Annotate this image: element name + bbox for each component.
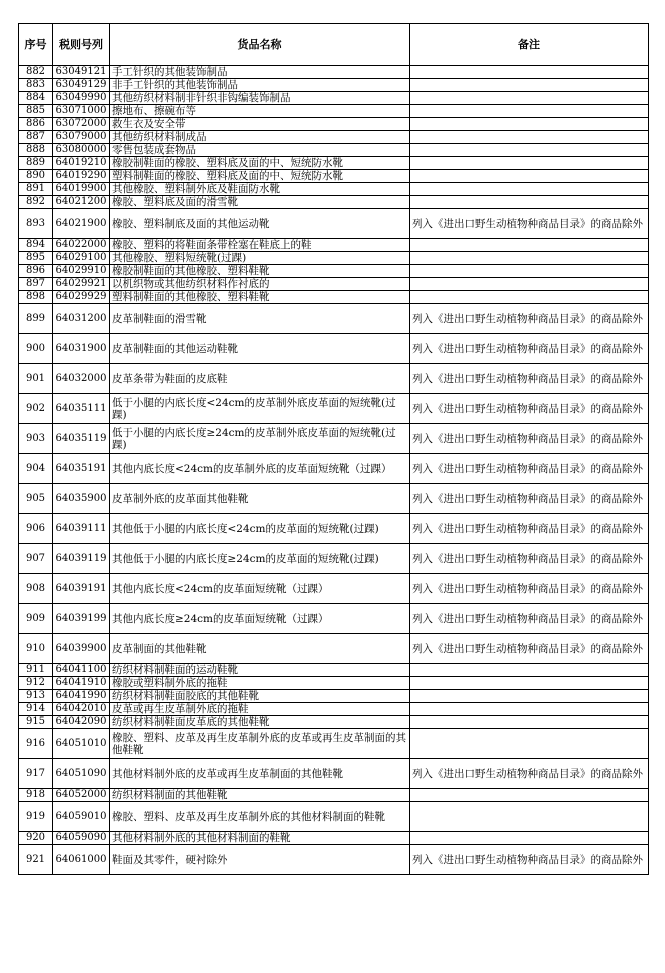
cell-goods-name: 纺织材料制鞋面的运动鞋靴	[110, 664, 410, 677]
cell-tariff-code: 64031900	[53, 334, 110, 364]
cell-serial-number: 909	[19, 604, 53, 634]
cell-tariff-code: 64031200	[53, 304, 110, 334]
table-row	[19, 304, 649, 334]
header-remarks: 备注	[410, 24, 649, 66]
cell-remarks	[410, 79, 649, 92]
cell-remarks	[410, 170, 649, 183]
cell-goods-name: 塑料制鞋面的橡胶、塑料底及面的中、短统防水靴	[110, 170, 410, 183]
table-row	[19, 729, 649, 759]
cell-goods-name: 非手工针织的其他装饰制品	[110, 79, 410, 92]
cell-remarks: 列入《进出口野生动植物种商品目录》的商品除外	[410, 604, 649, 634]
cell-serial-number: 886	[19, 118, 53, 131]
table-row	[19, 278, 649, 291]
cell-goods-name: 鞋面及其零件，硬衬除外	[110, 845, 410, 875]
cell-tariff-code: 64035900	[53, 484, 110, 514]
cell-serial-number: 892	[19, 196, 53, 209]
cell-remarks	[410, 196, 649, 209]
cell-goods-name: 其他内底长度≥24cm的皮革面短统靴（过踝）	[110, 604, 410, 634]
cell-goods-name: 其他材料制外底的皮革或再生皮革制面的其他鞋靴	[110, 759, 410, 789]
cell-serial-number: 893	[19, 209, 53, 239]
cell-goods-name: 擦地布、擦碗布等	[110, 105, 410, 118]
table-row	[19, 677, 649, 690]
cell-serial-number: 919	[19, 802, 53, 832]
cell-goods-name: 塑料制鞋面的其他橡胶、塑料鞋靴	[110, 291, 410, 304]
header-serial-number: 序号	[19, 24, 53, 66]
cell-remarks	[410, 789, 649, 802]
cell-goods-name: 其他橡胶、塑料短统靴(过踝)	[110, 252, 410, 265]
cell-tariff-code: 64029929	[53, 291, 110, 304]
cell-tariff-code: 64035119	[53, 424, 110, 454]
cell-tariff-code: 64059010	[53, 802, 110, 832]
table-row	[19, 845, 649, 875]
table-row	[19, 196, 649, 209]
goods-table	[18, 23, 649, 875]
cell-goods-name: 橡胶制鞋面的橡胶、塑料底及面的中、短统防水靴	[110, 157, 410, 170]
table-row	[19, 118, 649, 131]
goods-table-sheet	[18, 23, 648, 875]
table-row	[19, 716, 649, 729]
cell-remarks	[410, 157, 649, 170]
cell-serial-number: 920	[19, 832, 53, 845]
cell-tariff-code: 64051010	[53, 729, 110, 759]
cell-tariff-code: 64061000	[53, 845, 110, 875]
cell-remarks: 列入《进出口野生动植物种商品目录》的商品除外	[410, 424, 649, 454]
cell-remarks	[410, 703, 649, 716]
cell-serial-number: 887	[19, 131, 53, 144]
cell-serial-number: 888	[19, 144, 53, 157]
cell-serial-number: 890	[19, 170, 53, 183]
cell-serial-number: 910	[19, 634, 53, 664]
cell-goods-name: 其他纺织材料制成品	[110, 131, 410, 144]
table-row	[19, 209, 649, 239]
cell-remarks	[410, 118, 649, 131]
cell-goods-name: 其他低于小腿的内底长度<24cm的皮革面的短统靴(过踝)	[110, 514, 410, 544]
cell-remarks: 列入《进出口野生动植物种商品目录》的商品除外	[410, 394, 649, 424]
header-goods-name: 货品名称	[110, 24, 410, 66]
table-header-row	[19, 24, 649, 66]
cell-serial-number: 894	[19, 239, 53, 252]
cell-remarks	[410, 144, 649, 157]
cell-tariff-code: 63080000	[53, 144, 110, 157]
cell-goods-name: 其他纺织材料制非针织非钩编装饰制品	[110, 92, 410, 105]
cell-serial-number: 895	[19, 252, 53, 265]
cell-tariff-code: 63049121	[53, 66, 110, 79]
cell-serial-number: 921	[19, 845, 53, 875]
cell-goods-name: 以机织物或其他纺织材料作衬底的	[110, 278, 410, 291]
cell-goods-name: 橡胶制鞋面的其他橡胶、塑料鞋靴	[110, 265, 410, 278]
cell-tariff-code: 64022000	[53, 239, 110, 252]
cell-goods-name: 其他低于小腿的内底长度≥24cm的皮革面的短统靴(过踝)	[110, 544, 410, 574]
cell-tariff-code: 64019210	[53, 157, 110, 170]
cell-goods-name: 其他材料制外底的其他材料制面的鞋靴	[110, 832, 410, 845]
cell-serial-number: 901	[19, 364, 53, 394]
cell-remarks	[410, 252, 649, 265]
cell-tariff-code: 64019900	[53, 183, 110, 196]
cell-remarks	[410, 131, 649, 144]
table-body	[19, 66, 649, 875]
cell-remarks: 列入《进出口野生动植物种商品目录》的商品除外	[410, 514, 649, 544]
cell-goods-name: 橡胶、塑料底及面的滑雪靴	[110, 196, 410, 209]
cell-tariff-code: 64021200	[53, 196, 110, 209]
cell-tariff-code: 64021900	[53, 209, 110, 239]
table-row	[19, 334, 649, 364]
cell-serial-number: 903	[19, 424, 53, 454]
table-row	[19, 454, 649, 484]
cell-tariff-code: 64039199	[53, 604, 110, 634]
table-row	[19, 664, 649, 677]
table-row	[19, 604, 649, 634]
cell-tariff-code: 64032000	[53, 364, 110, 394]
table-row	[19, 574, 649, 604]
cell-tariff-code: 64039900	[53, 634, 110, 664]
cell-goods-name: 皮革制鞋面的其他运动鞋靴	[110, 334, 410, 364]
cell-tariff-code: 64051090	[53, 759, 110, 789]
cell-tariff-code: 64039119	[53, 544, 110, 574]
table-row	[19, 394, 649, 424]
table-row	[19, 690, 649, 703]
header-tariff-code: 税则号列	[53, 24, 110, 66]
cell-remarks: 列入《进出口野生动植物种商品目录》的商品除外	[410, 334, 649, 364]
cell-serial-number: 899	[19, 304, 53, 334]
cell-serial-number: 907	[19, 544, 53, 574]
cell-remarks	[410, 716, 649, 729]
cell-remarks	[410, 729, 649, 759]
cell-remarks: 列入《进出口野生动植物种商品目录》的商品除外	[410, 304, 649, 334]
table-row	[19, 291, 649, 304]
cell-tariff-code: 64029910	[53, 265, 110, 278]
cell-remarks	[410, 802, 649, 832]
cell-tariff-code: 63079000	[53, 131, 110, 144]
cell-goods-name: 其他橡胶、塑料制外底及鞋面防水靴	[110, 183, 410, 196]
cell-tariff-code: 63049129	[53, 79, 110, 92]
cell-serial-number: 906	[19, 514, 53, 544]
table-row	[19, 424, 649, 454]
cell-serial-number: 916	[19, 729, 53, 759]
cell-goods-name: 低于小腿的内底长度<24cm的皮革制外底皮革面的短统靴(过踝)	[110, 394, 410, 424]
cell-remarks: 列入《进出口野生动植物种商品目录》的商品除外	[410, 484, 649, 514]
cell-remarks: 列入《进出口野生动植物种商品目录》的商品除外	[410, 209, 649, 239]
cell-serial-number: 896	[19, 265, 53, 278]
cell-tariff-code: 64035191	[53, 454, 110, 484]
cell-serial-number: 912	[19, 677, 53, 690]
cell-remarks	[410, 66, 649, 79]
cell-tariff-code: 64035111	[53, 394, 110, 424]
cell-remarks: 列入《进出口野生动植物种商品目录》的商品除外	[410, 454, 649, 484]
cell-tariff-code: 64041990	[53, 690, 110, 703]
cell-remarks	[410, 677, 649, 690]
cell-serial-number: 917	[19, 759, 53, 789]
table-row	[19, 79, 649, 92]
table-row	[19, 544, 649, 574]
cell-serial-number: 884	[19, 92, 53, 105]
cell-serial-number: 889	[19, 157, 53, 170]
cell-tariff-code: 64041910	[53, 677, 110, 690]
cell-serial-number: 897	[19, 278, 53, 291]
table-row	[19, 759, 649, 789]
table-row	[19, 144, 649, 157]
table-row	[19, 183, 649, 196]
cell-serial-number: 885	[19, 105, 53, 118]
cell-tariff-code: 64059090	[53, 832, 110, 845]
cell-remarks	[410, 832, 649, 845]
table-row	[19, 802, 649, 832]
cell-remarks	[410, 690, 649, 703]
cell-serial-number: 900	[19, 334, 53, 364]
cell-serial-number: 905	[19, 484, 53, 514]
cell-remarks	[410, 664, 649, 677]
cell-goods-name: 橡胶、塑料、皮革及再生皮革制外底的其他材料制面的鞋靴	[110, 802, 410, 832]
cell-remarks	[410, 291, 649, 304]
cell-goods-name: 其他内底长度<24cm的皮革面短统靴（过踝）	[110, 574, 410, 604]
cell-goods-name: 皮革制面的其他鞋靴	[110, 634, 410, 664]
cell-serial-number: 882	[19, 66, 53, 79]
table-row	[19, 157, 649, 170]
table-row	[19, 364, 649, 394]
cell-tariff-code: 64041100	[53, 664, 110, 677]
cell-tariff-code: 64019290	[53, 170, 110, 183]
cell-tariff-code: 64029100	[53, 252, 110, 265]
table-row	[19, 514, 649, 544]
cell-tariff-code: 64042090	[53, 716, 110, 729]
cell-tariff-code: 63071000	[53, 105, 110, 118]
table-row	[19, 832, 649, 845]
cell-goods-name: 其他内底长度<24cm的皮革制外底的皮革面短统靴（过踝）	[110, 454, 410, 484]
cell-remarks	[410, 92, 649, 105]
cell-goods-name: 橡胶、塑料制底及面的其他运动靴	[110, 209, 410, 239]
cell-serial-number: 915	[19, 716, 53, 729]
cell-goods-name: 低于小腿的内底长度≥24cm的皮革制外底皮革面的短统靴(过踝)	[110, 424, 410, 454]
cell-goods-name: 橡胶、塑料、皮革及再生皮革制外底的皮革或再生皮革制面的其他鞋靴	[110, 729, 410, 759]
cell-goods-name: 纺织材料制鞋面皮革底的其他鞋靴	[110, 716, 410, 729]
cell-goods-name: 橡胶或塑料制外底的拖鞋	[110, 677, 410, 690]
table-row	[19, 634, 649, 664]
cell-goods-name: 救生衣及安全带	[110, 118, 410, 131]
cell-tariff-code: 64039191	[53, 574, 110, 604]
table-row	[19, 265, 649, 278]
cell-remarks: 列入《进出口野生动植物种商品目录》的商品除外	[410, 845, 649, 875]
cell-serial-number: 898	[19, 291, 53, 304]
cell-remarks: 列入《进出口野生动植物种商品目录》的商品除外	[410, 759, 649, 789]
cell-serial-number: 914	[19, 703, 53, 716]
table-row	[19, 131, 649, 144]
cell-serial-number: 913	[19, 690, 53, 703]
cell-goods-name: 纺织材料制面的其他鞋靴	[110, 789, 410, 802]
cell-goods-name: 零售包装成套物品	[110, 144, 410, 157]
cell-goods-name: 橡胶、塑料的将鞋面条带栓塞在鞋底上的鞋	[110, 239, 410, 252]
cell-remarks: 列入《进出口野生动植物种商品目录》的商品除外	[410, 634, 649, 664]
cell-serial-number: 911	[19, 664, 53, 677]
cell-remarks: 列入《进出口野生动植物种商品目录》的商品除外	[410, 544, 649, 574]
cell-tariff-code: 63049990	[53, 92, 110, 105]
cell-goods-name: 纺织材料制鞋面胶底的其他鞋靴	[110, 690, 410, 703]
table-row	[19, 239, 649, 252]
cell-serial-number: 918	[19, 789, 53, 802]
cell-remarks: 列入《进出口野生动植物种商品目录》的商品除外	[410, 364, 649, 394]
cell-remarks	[410, 278, 649, 291]
cell-goods-name: 皮革制鞋面的滑雪靴	[110, 304, 410, 334]
cell-serial-number: 908	[19, 574, 53, 604]
table-row	[19, 703, 649, 716]
cell-tariff-code: 63072000	[53, 118, 110, 131]
cell-goods-name: 皮革或再生皮革制外底的拖鞋	[110, 703, 410, 716]
table-row	[19, 66, 649, 79]
table-row	[19, 170, 649, 183]
table-row	[19, 789, 649, 802]
cell-serial-number: 891	[19, 183, 53, 196]
cell-goods-name: 皮革制外底的皮革面其他鞋靴	[110, 484, 410, 514]
table-row	[19, 484, 649, 514]
cell-remarks	[410, 265, 649, 278]
cell-remarks: 列入《进出口野生动植物种商品目录》的商品除外	[410, 574, 649, 604]
cell-tariff-code: 64042010	[53, 703, 110, 716]
cell-serial-number: 883	[19, 79, 53, 92]
cell-goods-name: 手工针织的其他装饰制品	[110, 66, 410, 79]
cell-tariff-code: 64029921	[53, 278, 110, 291]
table-row	[19, 105, 649, 118]
cell-tariff-code: 64039111	[53, 514, 110, 544]
cell-goods-name: 皮革条带为鞋面的皮底鞋	[110, 364, 410, 394]
cell-serial-number: 904	[19, 454, 53, 484]
cell-tariff-code: 64052000	[53, 789, 110, 802]
table-row	[19, 252, 649, 265]
cell-serial-number: 902	[19, 394, 53, 424]
table-row	[19, 92, 649, 105]
cell-remarks	[410, 183, 649, 196]
cell-remarks	[410, 239, 649, 252]
cell-remarks	[410, 105, 649, 118]
